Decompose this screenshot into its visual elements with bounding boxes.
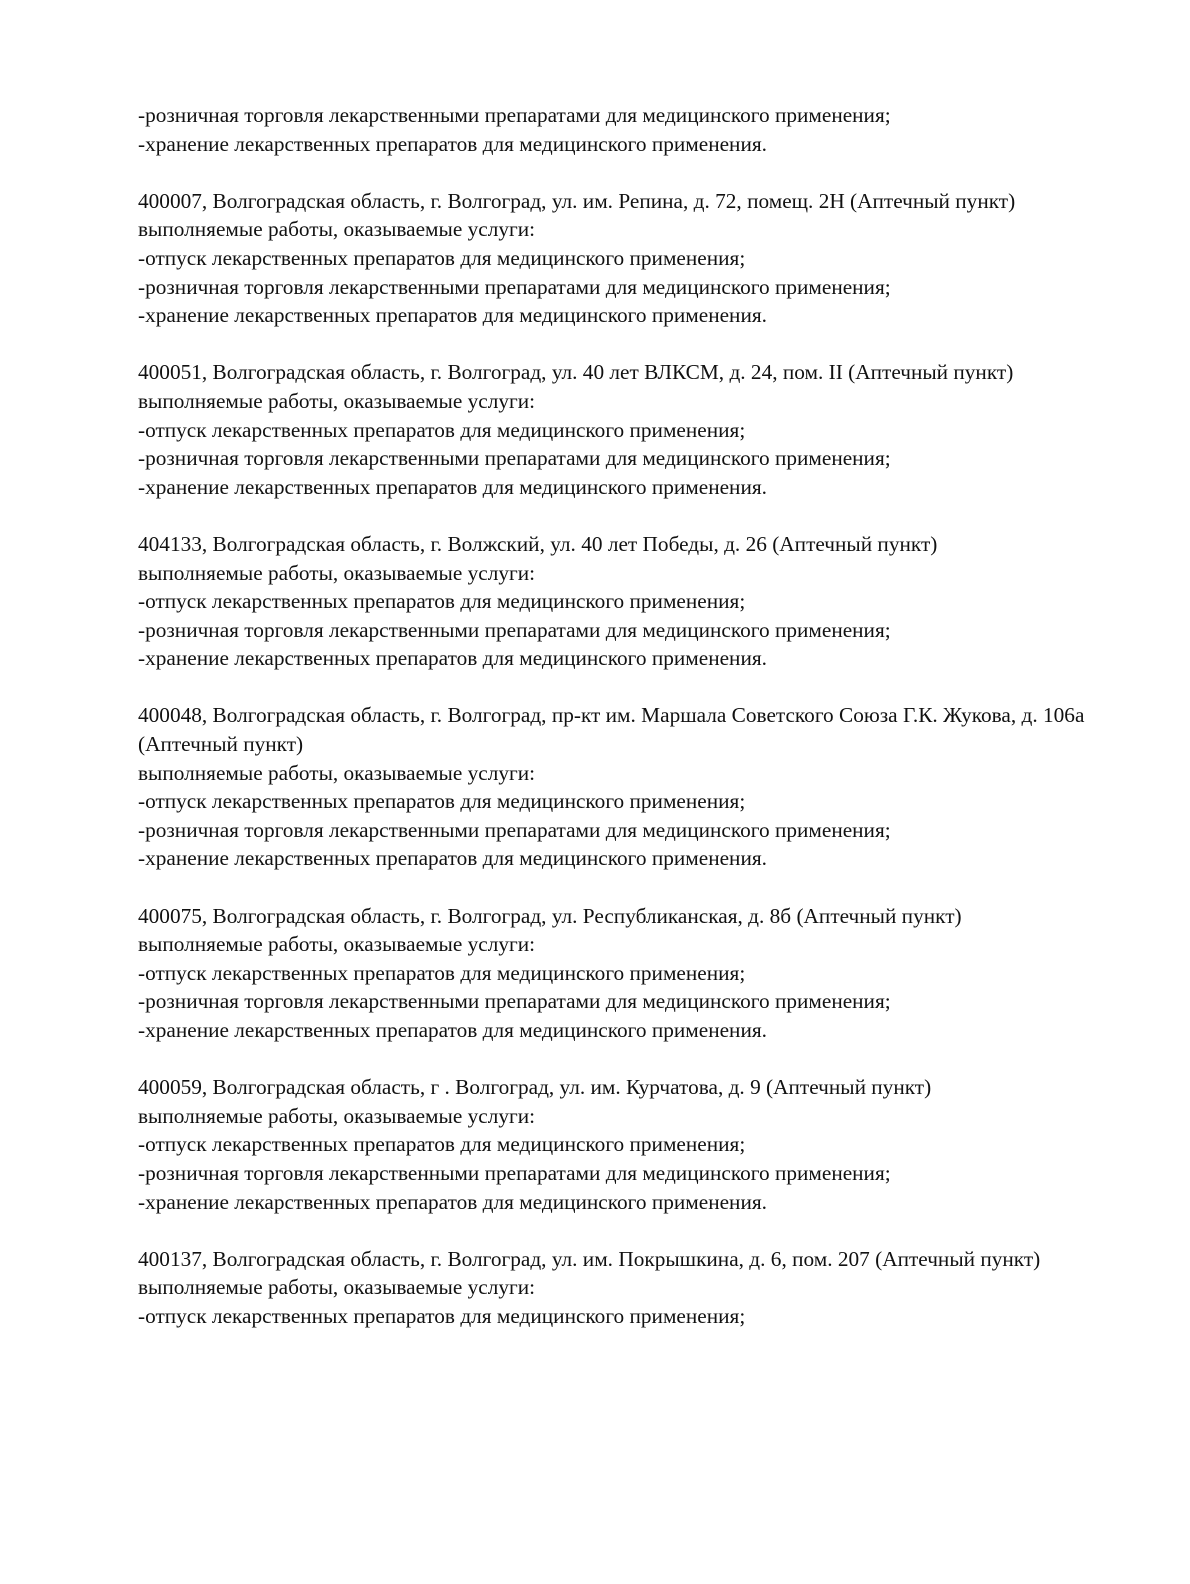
services-heading: выполняемые работы, оказываемые услуги: <box>138 932 536 957</box>
pharmacy-address: 400048, Волгоградская область, г. Волгоград, пр-кт им. Маршала Советского Союза Г.К. Жукова, д. 106а (Аптечный пункт) <box>138 703 1085 757</box>
service-line: -хранение лекарственных препаратов для медицинского применения. <box>138 1189 767 1214</box>
service-line: -розничная торговля лекарственными препаратами для медицинского применения; <box>138 989 891 1014</box>
service-line: -хранение лекарственных препаратов для медицинского применения. <box>138 646 767 671</box>
services-heading: выполняемые работы, оказываемые услуги: <box>138 217 536 242</box>
services-heading: выполняемые работы, оказываемые услуги: <box>138 760 536 785</box>
pharmacy-entry-6 <box>138 1073 1138 1216</box>
service-line: -розничная торговля лекарственными препаратами для медицинского применения; <box>138 617 891 642</box>
service-line: -розничная торговля лекарственными препаратами для медицинского применения; <box>138 817 891 842</box>
pharmacy-address: 404133, Волгоградская область, г. Волжский, ул. 40 лет Победы, д. 26 (Аптечный пункт) <box>138 531 938 556</box>
service-line: -хранение лекарственных препаратов для медицинского применения. <box>138 474 767 499</box>
pharmacy-address: 400137, Волгоградская область, г. Волгоград, ул. им. Покрышкина, д. 6, пом. 207 (Аптечный пункт) <box>138 1246 1041 1271</box>
service-line: -отпуск лекарственных препаратов для медицинского применения; <box>138 1303 746 1328</box>
pharmacy-address: 400051, Волгоградская область, г. Волгоград, ул. 40 лет ВЛКСМ, д. 24, пом. II (Аптечный пункт) <box>138 360 1014 385</box>
service-line: -розничная торговля лекарственными препаратами для медицинского применения; <box>138 103 891 127</box>
service-line: -хранение лекарственных препаратов для медицинского применения. <box>138 131 767 156</box>
service-line: -отпуск лекарственных препаратов для медицинского применения; <box>138 417 746 442</box>
service-line: -отпуск лекарственных препаратов для медицинского применения; <box>138 589 746 614</box>
service-line: -хранение лекарственных препаратов для медицинского применения. <box>138 846 767 871</box>
service-line: -отпуск лекарственных препаратов для медицинского применения; <box>138 1132 746 1157</box>
services-heading: выполняемые работы, оказываемые услуги: <box>138 1275 536 1300</box>
pharmacy-address: 400007, Волгоградская область, г. Волгоград, ул. им. Репина, д. 72, помещ. 2Н (Аптечный пункт) <box>138 188 1016 213</box>
pharmacy-entry-5 <box>138 902 1138 1045</box>
pharmacy-address: 400059, Волгоградская область, г . Волгоград, ул. им. Курчатова, д. 9 (Аптечный пункт) <box>138 1075 932 1100</box>
service-line: -хранение лекарственных препаратов для медицинского применения. <box>138 1018 767 1042</box>
pharmacy-entry-4 <box>138 701 1138 873</box>
lead-services <box>138 101 1138 158</box>
service-line: -розничная торговля лекарственными препаратами для медицинского применения; <box>138 446 891 471</box>
pharmacy-address: 400075, Волгоградская область, г. Волгоград, ул. Республиканская, д. 8б (Аптечный пункт) <box>138 903 962 928</box>
service-line: -отпуск лекарственных препаратов для медицинского применения; <box>138 960 746 985</box>
document-page <box>138 101 1138 1359</box>
pharmacy-entry-1 <box>138 187 1138 330</box>
pharmacy-entry-7 <box>138 1245 1138 1331</box>
service-line: -хранение лекарственных препаратов для медицинского применения. <box>138 303 767 328</box>
services-heading: выполняемые работы, оказываемые услуги: <box>138 1103 536 1128</box>
pharmacy-entry-3 <box>138 530 1138 673</box>
services-heading: выполняемые работы, оказываемые услуги: <box>138 388 536 413</box>
service-line: -отпуск лекарственных препаратов для медицинского применения; <box>138 245 746 270</box>
service-line: -розничная торговля лекарственными препаратами для медицинского применения; <box>138 274 891 299</box>
services-heading: выполняемые работы, оказываемые услуги: <box>138 560 536 585</box>
service-line: -отпуск лекарственных препаратов для медицинского применения; <box>138 789 746 814</box>
service-line: -розничная торговля лекарственными препаратами для медицинского применения; <box>138 1160 891 1185</box>
pharmacy-entry-2 <box>138 358 1138 501</box>
